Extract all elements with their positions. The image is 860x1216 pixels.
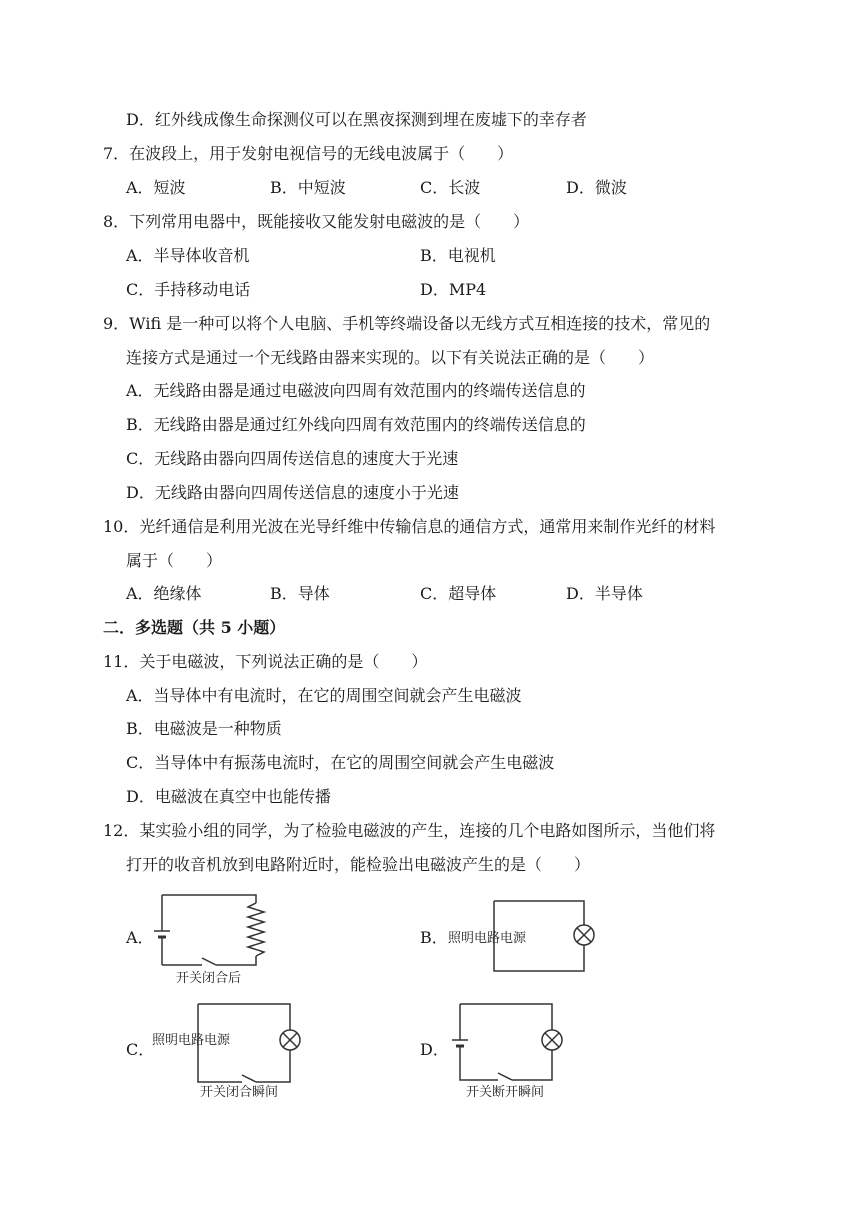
q12-circuit-a-diagram [148, 885, 268, 990]
q7-option-b: B．中短波 [270, 178, 346, 197]
q8-option-a: A．半导体收音机 [126, 246, 250, 265]
q10-option-d: D．半导体 [566, 584, 643, 603]
q7-option-c: C．长波 [420, 178, 481, 197]
q7-stem: 7．在波段上，用于发射电视信号的无线电波属于（ ） [103, 144, 514, 163]
q9-option-c: C．无线路由器向四周传送信息的速度大于光速 [126, 449, 459, 468]
q8-option-d: D．MP4 [420, 280, 487, 299]
q12-option-c-caption-bottom: 开关闭合瞬间 [200, 1085, 279, 1100]
q11-stem: 11．关于电磁波，下列说法正确的是（ ） [103, 652, 428, 671]
q11-option-b: B．电磁波是一种物质 [126, 719, 282, 738]
q9-option-d: D．无线路由器向四周传送信息的速度小于光速 [126, 483, 459, 502]
switch-blade [242, 1075, 256, 1082]
q12-option-a-caption: 开关闭合后 [176, 971, 242, 986]
q12-stem-line2: 打开的收音机放到电路附近时，能检验出电磁波产生的是（ ） [126, 855, 591, 874]
q6-option-d: D．红外线成像生命探测仪可以在黑夜探测到埋在废墟下的幸存者 [126, 110, 587, 129]
q9-stem-line1: 9．Wifi 是一种可以将个人电脑、手机等终端设备以无线方式互相连接的技术，常见的 [103, 314, 711, 333]
q10-option-a: A．绝缘体 [126, 584, 202, 603]
q10-stem-line2: 属于（ ） [126, 551, 223, 570]
q7-option-a: A．短波 [126, 178, 186, 197]
q12-option-b-label: B． [420, 928, 448, 947]
q12-option-c-caption-top: 照明电路电源 [152, 1033, 231, 1048]
switch-blade [498, 1073, 512, 1080]
q10-option-c: C．超导体 [420, 584, 497, 603]
q12-circuit-d-diagram [448, 1000, 578, 1100]
q12-option-b-caption: 照明电路电源 [448, 931, 527, 946]
q12-circuit-b-diagram [446, 895, 596, 977]
q12-option-c-label: C． [126, 1040, 155, 1059]
q11-option-c: C．当导体中有振荡电流时，在它的周围空间就会产生电磁波 [126, 753, 555, 772]
q9-option-b: B．无线路由器是通过红外线向四周有效范围内的终端传送信息的 [126, 415, 586, 434]
q11-option-d: D．电磁波在真空中也能传播 [126, 787, 331, 806]
q12-option-a-label: A． [126, 928, 154, 947]
q11-option-a: A．当导体中有电流时，在它的周围空间就会产生电磁波 [126, 686, 522, 705]
q8-stem: 8．下列常用电器中，既能接收又能发射电磁波的是（ ） [103, 212, 530, 231]
switch-blade [202, 958, 216, 965]
q8-option-c: C．手持移动电话 [126, 280, 251, 299]
q12-stem-line1: 12．某实验小组的同学，为了检验电磁波的产生，连接的几个电路如图所示，当他们将 [103, 821, 716, 840]
q8-option-b: B．电视机 [420, 246, 496, 265]
q12-option-d-label: D． [420, 1040, 449, 1059]
q9-option-a: A．无线路由器是通过电磁波向四周有效范围内的终端传送信息的 [126, 381, 586, 400]
q10-stem-line1: 10．光纤通信是利用光波在光导纤维中传输信息的通信方式，通常用来制作光纤的材料 [103, 517, 716, 536]
q10-option-b: B．导体 [270, 584, 330, 603]
q12-option-d-caption: 开关断开瞬间 [466, 1085, 545, 1100]
q9-stem-line2: 连接方式是通过一个无线路由器来实现的。以下有关说法正确的是（ ） [126, 348, 655, 367]
section-heading-multiple-choice: 二．多选题（共 5 小题） [103, 618, 286, 637]
q12-circuit-c-diagram [150, 1000, 310, 1100]
q7-option-d: D．微波 [566, 178, 627, 197]
